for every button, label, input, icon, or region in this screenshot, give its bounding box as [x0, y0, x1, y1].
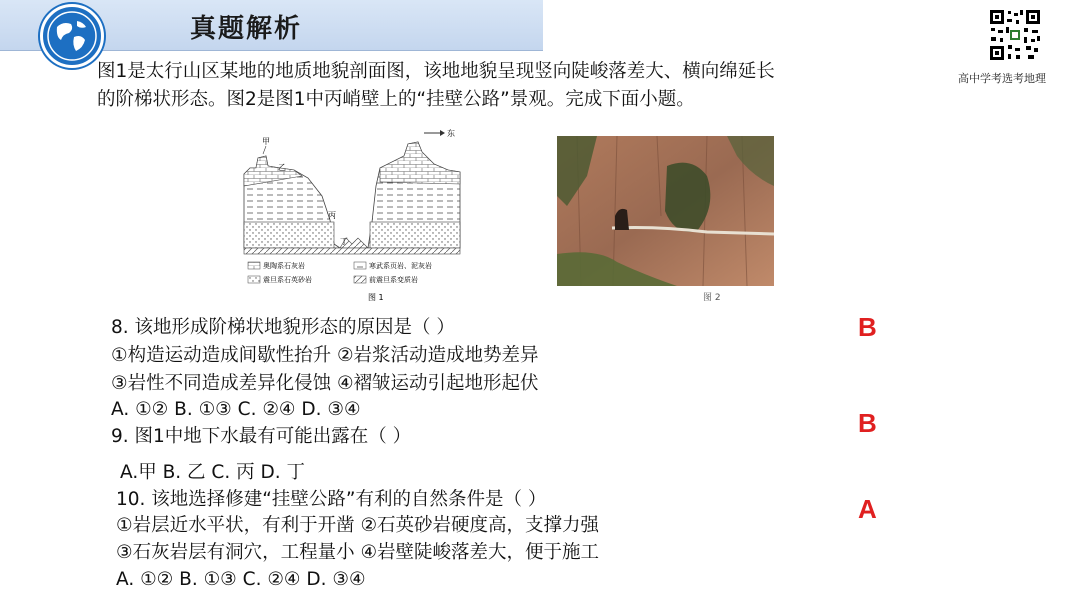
legend-item: 寒武系页岩、泥灰岩 [369, 262, 432, 270]
figure-1-cross-section [236, 126, 468, 306]
legend-item: 奥陶系石灰岩 [263, 262, 305, 270]
intro-line-2: 的阶梯状形态。图2是图1中丙峭壁上的“挂壁公路”景观。完成下面小题。 [97, 89, 695, 110]
direction-label: 东 [447, 129, 455, 138]
question-9-answer: B [858, 408, 877, 438]
question-8-choices: A. ①② B. ①③ C. ②④ D. ③④ [111, 399, 361, 420]
figure-1-caption: 图 1 [368, 293, 384, 302]
question-10-stem: 10. 该地选择修建“挂壁公路”有利的自然条件是（ ） [116, 489, 547, 510]
intro-line-1: 图1是太行山区某地的地质地貌剖面图，该地地貌呈现竖向陡峻落差大、横向绵延长 [97, 61, 775, 82]
legend-item: 前震旦系变质岩 [369, 276, 418, 284]
question-10-options-1: ①岩层近水平状，有利于开凿 ②石英砂岩硬度高，支撑力强 [116, 515, 600, 536]
question-8-stem: 8. 该地形成阶梯状地貌形态的原因是（ ） [111, 317, 455, 338]
question-10-answer: A [858, 494, 877, 524]
legend-item: 震旦系石英砂岩 [263, 276, 312, 284]
marker-jia: 甲 [262, 137, 270, 146]
question-8-options-2: ③岩性不同造成差异化侵蚀 ④褶皱运动引起地形起伏 [111, 373, 539, 394]
marker-bing: 丙 [328, 211, 336, 220]
qr-code-icon [988, 8, 1042, 62]
question-9-choices: A.甲 B. 乙 C. 丙 D. 丁 [120, 462, 305, 483]
qr-caption: 高中学考选考地理 [958, 72, 1046, 85]
question-10-choices: A. ①② B. ①③ C. ②④ D. ③④ [116, 569, 366, 590]
page-title: 真题解析 [190, 14, 303, 44]
question-8-options-1: ①构造运动造成间歇性抬升 ②岩浆活动造成地势差异 [111, 345, 539, 366]
figure-2-caption: 图 2 [703, 293, 721, 303]
marker-yi: 乙 [278, 163, 286, 172]
question-9-stem: 9. 图1中地下水最有可能出露在（ ） [111, 426, 412, 447]
question-10-options-2: ③石灰岩层有洞穴，工程量小 ④岩壁陡峻落差大，便于施工 [116, 542, 600, 563]
question-8-answer: B [858, 312, 877, 342]
figure-2-photo [557, 136, 774, 306]
globe-icon [40, 4, 104, 68]
intro-text [97, 58, 927, 114]
marker-ding: 丁 [340, 237, 348, 246]
